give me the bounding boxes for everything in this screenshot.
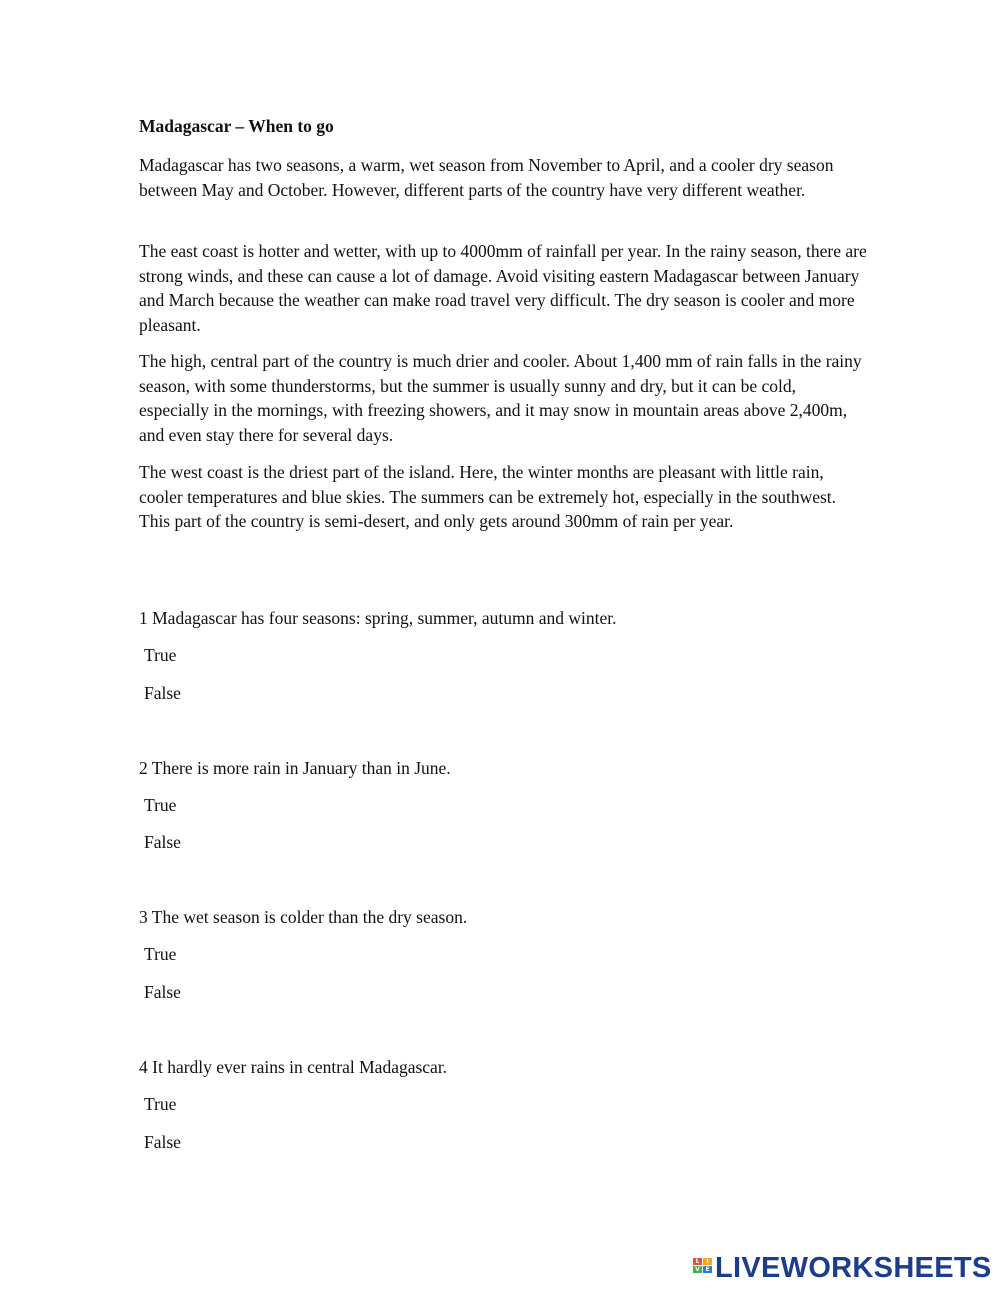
question-4-option-true[interactable]: True (144, 1094, 177, 1114)
logo-cube-1: L (693, 1258, 702, 1265)
question-1: 1 Madagascar has four seasons: spring, summer, autumn and winter. (139, 608, 617, 628)
logo-cube-2: I (703, 1258, 712, 1265)
question-3-option-true[interactable]: True (144, 944, 177, 964)
question-3-option-false[interactable]: False (144, 982, 181, 1002)
logo-cube-4: E (703, 1266, 712, 1273)
liveworksheets-logo (693, 1252, 993, 1286)
paragraph-central: The high, central part of the country is much drier and cooler. About 1,400 mm of rain falls in the rainy season, with some thunderstorms, but the summer is usually sunny and dry, but it can be cold, especially in the mornings, with freezing showers, and it may snow in mountain areas above 2,400m, and even stay there for several days. (139, 351, 862, 445)
paragraph-east-coast: The east coast is hotter and wetter, with up to 4000mm of rainfall per year. In the rainy season, there are strong winds, and these can cause a lot of damage. Avoid visiting eastern Madagascar between January and March because the weather can make road travel very difficult. The dry season is cooler and more pleasant. (139, 241, 867, 335)
logo-cube-3: V (693, 1266, 702, 1273)
document-title: Madagascar – When to go (139, 116, 334, 136)
paragraph-west-coast: The west coast is the driest part of the island. Here, the winter months are pleasant with little rain, cooler temperatures and blue skies. The summers can be extremely hot, especially in the southwest. This part of the country is semi-desert, and only gets around 300mm of rain per year. (139, 462, 837, 531)
question-4-option-false[interactable]: False (144, 1132, 181, 1152)
question-1-option-true[interactable]: True (144, 645, 177, 665)
question-3: 3 The wet season is colder than the dry season. (139, 907, 468, 927)
logo-cubes-icon (693, 1258, 713, 1282)
paragraph-seasons: Madagascar has two seasons, a warm, wet season from November to April, and a cooler dry season between May and October. However, different parts of the country have very different weather. (139, 155, 834, 200)
question-2-option-true[interactable]: True (144, 795, 177, 815)
question-2-option-false[interactable]: False (144, 832, 181, 852)
question-1-option-false[interactable]: False (144, 683, 181, 703)
question-4: 4 It hardly ever rains in central Madagascar. (139, 1057, 448, 1077)
logo-text: LIVEWORKSHEETS (715, 1252, 992, 1284)
question-2: 2 There is more rain in January than in June. (139, 758, 451, 778)
